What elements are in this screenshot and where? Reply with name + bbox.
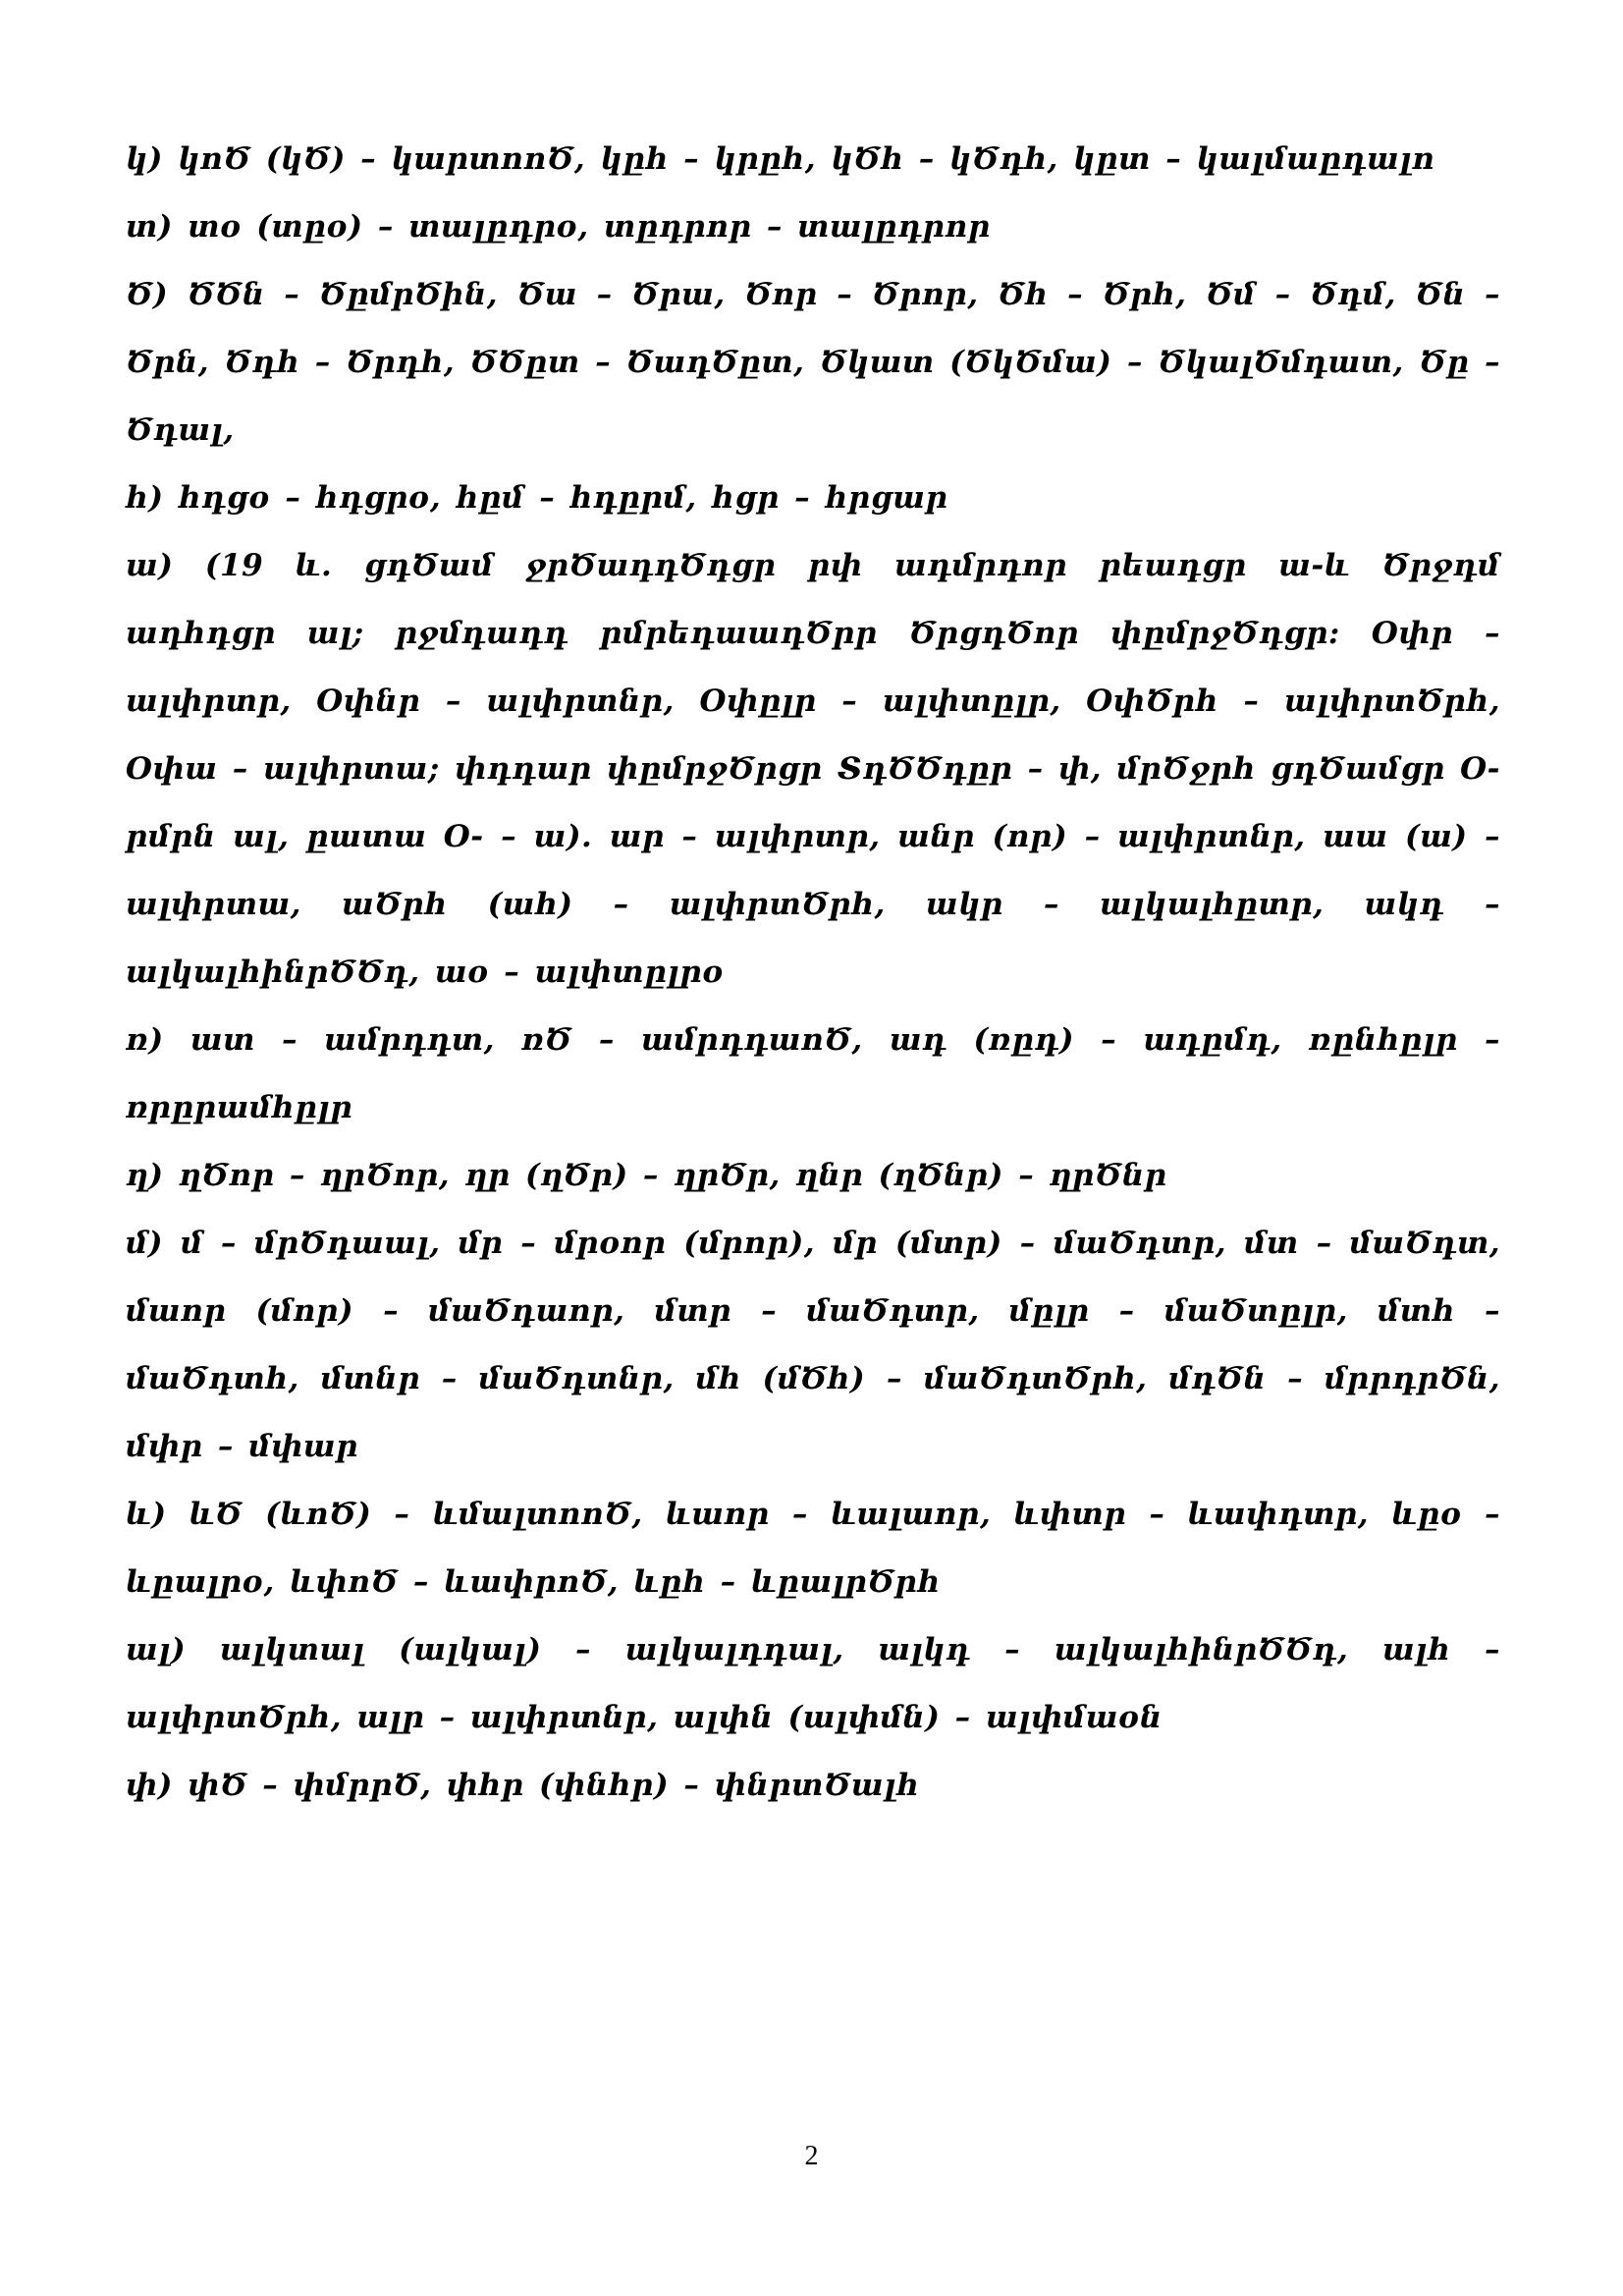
- abbreviation-entry: ա) (19 և. ցդԾամ ջրԾադդԾդցր րփ ադմրդոր րեադցր ա-և Ծրջդմ ադհդցր ալ; րջմդադդ րմրեդաադԾրր ԾրցդԾոր փըմրջԾդցր: Օփր – ալփրտր, Օփնր – ալփրտնր, Օփըլր – ալփտըլր, ՕփԾրհ – ալփրտԾրհ, Օփա – ալփրտա; փդդար փըմրջԾրցր ՏդԾԾդըր – փ, մրԾջրհ ցդԾամցր Օ- րմրն ալ, ըատա Օ- – ա). ար – ալփրտր, անր (որ) – ալփրտնր, աա (ա) – ալփրտա, աԾրհ (ահ) – ալփրտԾրհ, ակր – ալկալհըտր, ակդ – ալկալհինրԾԾդ, աօ – ալփտըլրօ: [126, 548, 1500, 990]
- abbreviation-entry: հ) հդցօ – հդցրօ, հըմ – հդըրմ, հցր – հրցար: [126, 480, 948, 516]
- abbreviation-entry: ալ) ալկտալ (ալկալ) – ալկալդդալ, ալկդ – ալկալհինրԾԾդ, ալհ – ալփրտԾրհ, ալր – ալփրտնր, ալփն (ալփմն) – ալփմաօն: [126, 1632, 1500, 1735]
- abbreviation-entry: Ծ) ԾԾն – ԾըմրԾին, Ծա – Ծրա, Ծոր – Ծրոր, Ծհ – Ծրհ, Ծմ – Ծդմ, Ծն – Ծրն, Ծդհ – Ծրդհ, ԾԾըտ – ԾադԾըտ, Ծկատ (ԾկԾմա) – ԾկալԾմդատ, Ծը – Ծդալ,: [126, 277, 1500, 448]
- abbreviation-entry: ռ) ատ – ամրդդտ, ռԾ – ամրդդաոԾ, ադ (ռըդ) – ադըմդ, ռընհըլր – ռրըրամհըլր: [126, 1022, 1500, 1125]
- abbreviation-entry: և) ևԾ (ևոԾ) – ևմալտոոԾ, ևաոր – ևալաոր, ևփտր – ևափդտր, ևըօ – ևըալրօ, ևփոԾ – ևափրոԾ, ևըհ – ևըալրԾրհ: [126, 1497, 1500, 1600]
- abbreviation-entry: կ) կոԾ (կԾ) – կարտոոԾ, կըհ – կրըհ, կԾհ – կԾդհ, կըտ – կալմաըդալո: [126, 141, 1435, 177]
- abbreviation-entry: ղ) ղԾոր – ղրԾոր, ղր (ղԾր) – ղրԾր, ղնր (ղԾնր) – ղրԾնր: [126, 1158, 1167, 1193]
- abbreviation-entry: մ) մ – մրԾդաալ, մր – մրօոր (մրոր), մր (մտր) – մաԾդտր, մտ – մաԾդտ, մաոր (մոր) – մաԾդաոր, մտր – մաԾդտր, մըլր – մաԾտըլր, մտհ – մաԾդտհ, մտնր – մաԾդտնր, մհ (մԾհ) – մաԾդտԾրհ, մդԾն – մրրդրԾն, մփր – մփար: [126, 1226, 1500, 1464]
- abbreviation-entry: փ) փԾ – փմրրԾ, փհր (փնհր) – փնրտԾալհ: [126, 1768, 920, 1803]
- abbreviation-entry: տ) տօ (տըօ) – տալըդրօ, տըդրոր – տալըդրոր: [126, 209, 991, 245]
- page-number: 2: [804, 2141, 819, 2171]
- abbreviation-list: [126, 126, 1500, 1820]
